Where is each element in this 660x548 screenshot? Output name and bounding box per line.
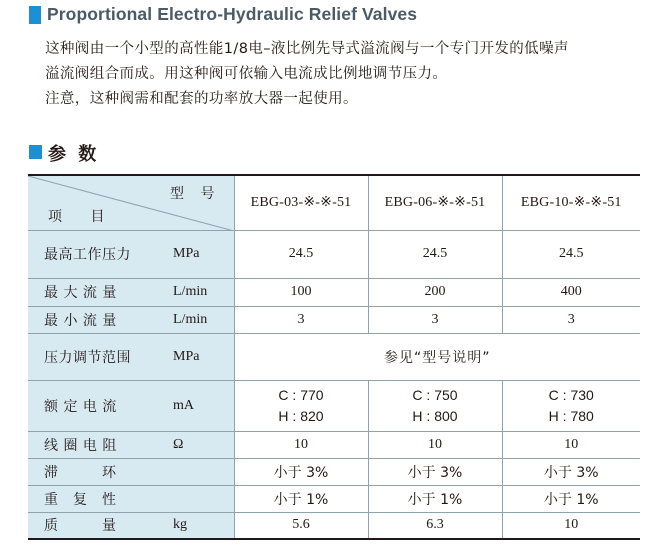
merged-cell: 参见“型号说明” xyxy=(234,333,640,380)
table-cell: 小于 3% xyxy=(502,458,640,485)
table-cell: 小于 3% xyxy=(368,458,502,485)
section-title: 参 数 xyxy=(48,144,100,165)
table-row xyxy=(28,458,640,485)
coil-c-value: C : 750 xyxy=(412,386,458,403)
section-square-icon xyxy=(29,145,42,159)
coil-h-value: H : 780 xyxy=(548,407,594,424)
description-line-1: 这种阀由一个小型的高性能1/8电–液比例先导式溢流阀与一个专门开发的低噪声 xyxy=(45,41,569,57)
table-row xyxy=(28,512,640,539)
page-title: Proportional Electro-Hydraulic Relief Valves xyxy=(47,4,418,24)
coil-c-value: C : 770 xyxy=(278,386,324,403)
row-label: 线 圈 电 阻 xyxy=(44,437,117,454)
table-cell: 10 xyxy=(502,512,640,539)
current-cell xyxy=(234,380,368,431)
table-row xyxy=(28,380,640,431)
table-cell: 24.5 xyxy=(368,230,502,278)
coil-h-value: H : 800 xyxy=(412,407,458,424)
model-header: EBG-10-※-※-51 xyxy=(502,175,640,230)
description-line-3: 注意，这种阀需和配套的功率放大器一起使用。 xyxy=(45,91,358,107)
row-label: 最 大 流 量 xyxy=(44,285,117,301)
row-unit: L/min xyxy=(173,311,208,327)
coil-c-value: C : 730 xyxy=(548,386,594,403)
table-cell: 5.6 xyxy=(234,512,368,539)
table-cell: 24.5 xyxy=(502,230,640,278)
item-header-label: 项 目 xyxy=(48,209,117,225)
table-cell: 小于 3% xyxy=(234,458,368,485)
current-cell xyxy=(502,380,640,431)
row-unit: kg xyxy=(173,517,187,533)
table-cell: 400 xyxy=(502,278,640,306)
table-cell: 小于 1% xyxy=(502,485,640,512)
table-cell: 3 xyxy=(502,306,640,333)
current-cell xyxy=(368,380,502,431)
table-cell: 10 xyxy=(502,431,640,458)
coil-h-value: H : 820 xyxy=(278,407,324,424)
table-cell: 100 xyxy=(234,278,368,306)
row-unit: MPa xyxy=(173,246,200,261)
row-label: 重 复 性 xyxy=(44,491,117,508)
row-label: 最高工作压力 xyxy=(44,247,131,263)
row-label: 压力调节范围 xyxy=(44,349,131,366)
row-label: 额 定 电 流 xyxy=(44,398,117,415)
table-row xyxy=(28,278,640,306)
row-unit: MPa xyxy=(173,348,200,364)
table-cell: 10 xyxy=(368,431,502,458)
row-label: 质 量 xyxy=(44,518,117,535)
table-cell: 小于 1% xyxy=(234,485,368,512)
table-row xyxy=(28,333,640,380)
row-unit: L/min xyxy=(173,284,208,299)
spec-table xyxy=(28,174,640,540)
table-header-row xyxy=(28,175,640,230)
description-line-2: 溢流阀组合而成。用这种阀可依输入电流成比例地调节压力。 xyxy=(45,66,448,82)
row-unit: Ω xyxy=(173,436,184,452)
title-accent-bar xyxy=(29,6,41,24)
row-label: 滞 环 xyxy=(44,464,117,481)
row-label: 最 小 流 量 xyxy=(44,312,117,329)
table-cell: 200 xyxy=(368,278,502,306)
table-cell: 24.5 xyxy=(234,230,368,278)
table-cell: 3 xyxy=(368,306,502,333)
model-header-label: 型 号 xyxy=(170,186,221,202)
table-cell: 3 xyxy=(234,306,368,333)
model-header: EBG-03-※-※-51 xyxy=(234,175,368,230)
row-unit: mA xyxy=(173,397,194,413)
table-row xyxy=(28,230,640,278)
table-row xyxy=(28,485,640,512)
header-corner-cell xyxy=(28,175,234,230)
table-row xyxy=(28,431,640,458)
table-cell: 10 xyxy=(234,431,368,458)
table-cell: 小于 1% xyxy=(368,485,502,512)
model-header: EBG-06-※-※-51 xyxy=(368,175,502,230)
table-row xyxy=(28,306,640,333)
table-cell: 6.3 xyxy=(368,512,502,539)
